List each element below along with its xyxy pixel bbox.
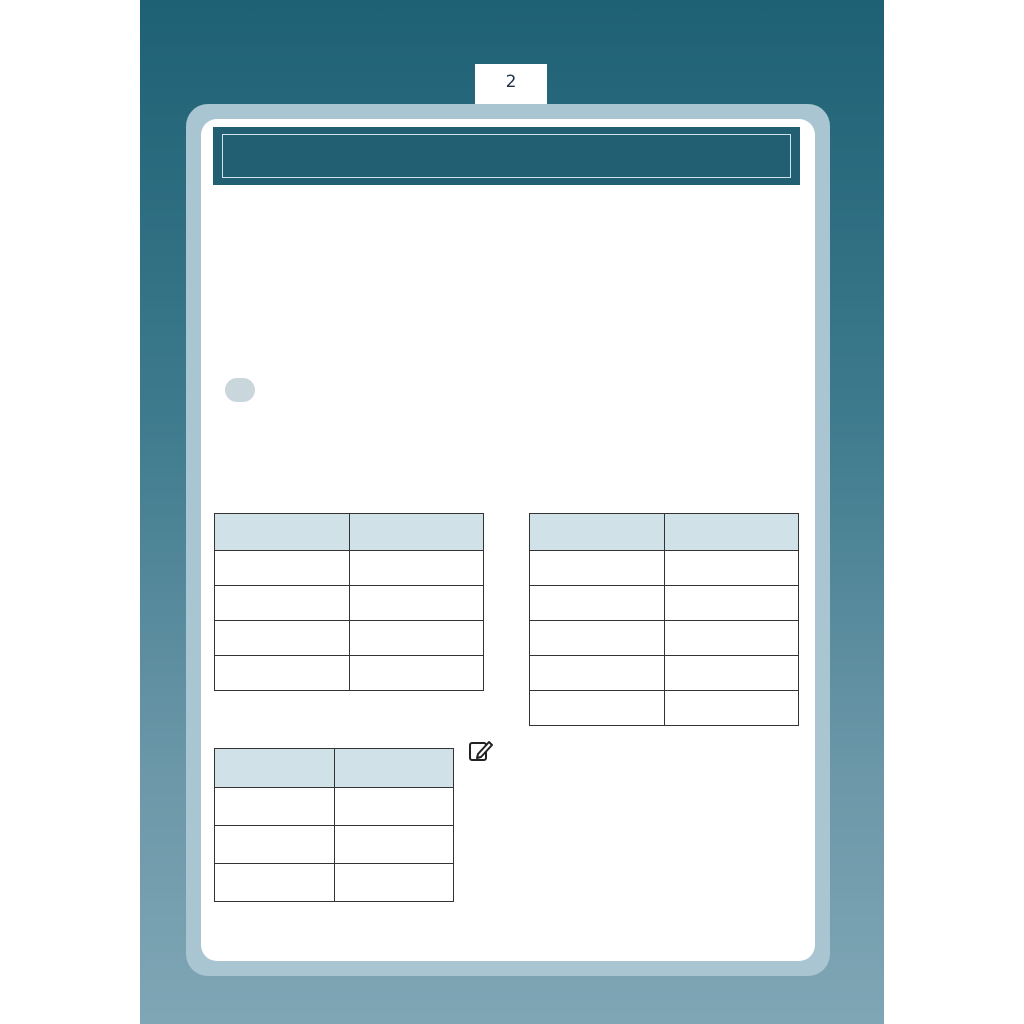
note-subheading bbox=[502, 819, 702, 837]
cell bbox=[664, 656, 799, 691]
note-row-2-vowel bbox=[502, 873, 592, 891]
header-short bbox=[530, 514, 665, 551]
cell bbox=[349, 656, 484, 691]
cell bbox=[530, 551, 665, 586]
cell bbox=[334, 864, 454, 902]
header-long bbox=[334, 749, 454, 788]
types-heading bbox=[228, 272, 728, 290]
note-row-1-vowel bbox=[502, 847, 592, 865]
note-line-2 bbox=[468, 767, 800, 785]
header-long bbox=[349, 514, 484, 551]
mixed-vowel-text-1 bbox=[228, 697, 500, 715]
table-row bbox=[215, 586, 484, 621]
single-base-caption bbox=[248, 489, 478, 507]
note-row-3-letter bbox=[622, 899, 712, 917]
note-row-2-letter bbox=[622, 873, 712, 891]
pure-vowel-kind-1 bbox=[228, 432, 338, 450]
cell bbox=[215, 656, 350, 691]
intro-line-2 bbox=[213, 220, 800, 238]
section-number-badge bbox=[225, 378, 255, 402]
intro-line-3 bbox=[213, 246, 800, 264]
note-row-2-reading bbox=[712, 873, 800, 891]
cell bbox=[530, 621, 665, 656]
double-base-caption bbox=[568, 489, 800, 507]
table-row bbox=[530, 691, 799, 726]
pencil-note-icon bbox=[468, 739, 494, 767]
cell bbox=[349, 586, 484, 621]
intro-line-1 bbox=[228, 194, 800, 212]
header-long bbox=[664, 514, 799, 551]
cell bbox=[349, 621, 484, 656]
table-row bbox=[215, 621, 484, 656]
table-row bbox=[530, 551, 799, 586]
table-row bbox=[215, 551, 484, 586]
mixed-vowel-text-2 bbox=[213, 723, 500, 741]
header-short bbox=[215, 514, 350, 551]
header-authors bbox=[557, 76, 857, 96]
cell bbox=[334, 826, 454, 864]
cell bbox=[215, 864, 335, 902]
table-row bbox=[215, 656, 484, 691]
table-row bbox=[530, 586, 799, 621]
cell bbox=[664, 691, 799, 726]
cell bbox=[530, 656, 665, 691]
table-row bbox=[530, 656, 799, 691]
type-1 bbox=[228, 298, 728, 316]
pure-vowel-summary bbox=[228, 458, 728, 476]
cell bbox=[215, 826, 335, 864]
note-row-3-vowel bbox=[502, 899, 592, 917]
cell bbox=[664, 586, 799, 621]
table-row bbox=[215, 788, 454, 826]
cell bbox=[664, 551, 799, 586]
cell bbox=[530, 691, 665, 726]
type-2 bbox=[228, 324, 728, 342]
type-3 bbox=[228, 350, 728, 368]
cell bbox=[215, 788, 335, 826]
header-short bbox=[215, 749, 335, 788]
cell bbox=[215, 621, 350, 656]
cell bbox=[215, 586, 350, 621]
note-row-3-reading bbox=[712, 899, 800, 917]
table-row bbox=[530, 621, 799, 656]
note-row-4-letter bbox=[622, 925, 712, 943]
note-row-1-reading bbox=[712, 847, 800, 865]
note-line-1 bbox=[500, 741, 800, 759]
pure-vowel-kind-2 bbox=[353, 432, 553, 450]
note-line-3 bbox=[468, 793, 800, 811]
page-title bbox=[222, 134, 791, 178]
table-row bbox=[215, 864, 454, 902]
cell bbox=[664, 621, 799, 656]
cell bbox=[334, 788, 454, 826]
cell bbox=[530, 586, 665, 621]
single-base-vowel-table bbox=[214, 513, 484, 691]
mixed-vowel-table bbox=[214, 748, 454, 902]
header-book-title bbox=[150, 76, 465, 96]
cell bbox=[215, 551, 350, 586]
section1-line-1 bbox=[260, 380, 800, 398]
cell bbox=[349, 551, 484, 586]
section1-line-2 bbox=[213, 406, 800, 424]
table-row bbox=[215, 826, 454, 864]
page-number: 2 bbox=[505, 72, 517, 92]
double-base-vowel-table bbox=[529, 513, 799, 726]
note-row-4-reading bbox=[712, 925, 800, 943]
note-row-1-letter bbox=[622, 847, 712, 865]
note-row-4-vowel bbox=[502, 925, 592, 943]
